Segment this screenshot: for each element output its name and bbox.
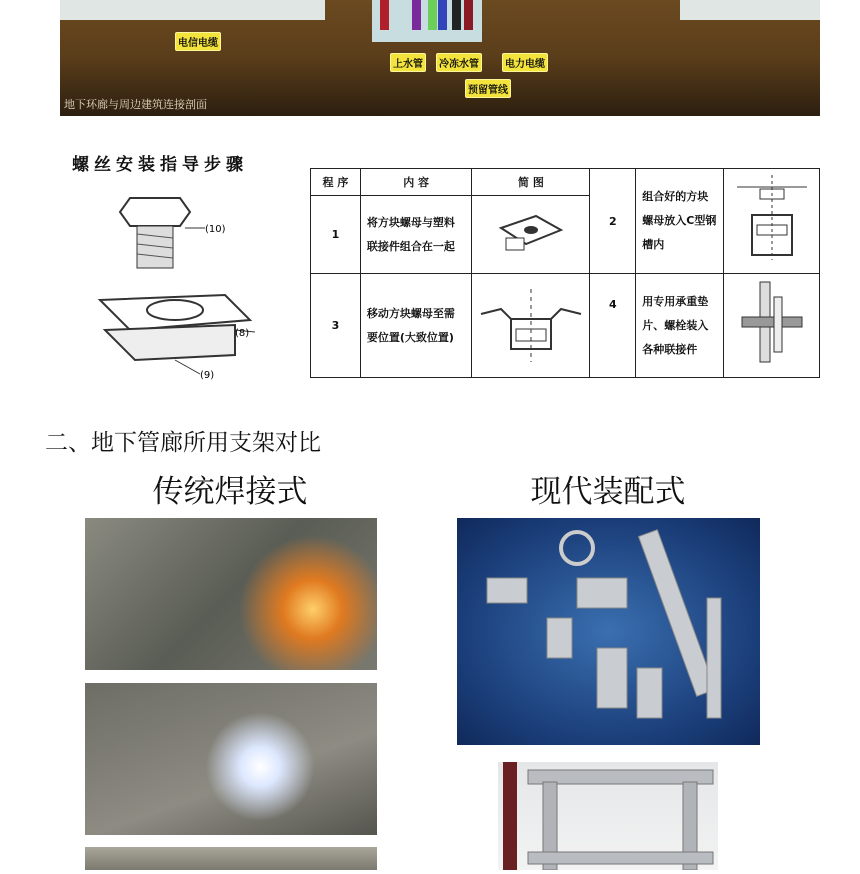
step-text: 组合好的方块 螺母放入C型钢 槽内: [636, 169, 724, 274]
welding-photo-2: [85, 683, 377, 835]
label-chilled-water: 冷冻水管: [436, 53, 482, 72]
label-reserved-pipeline: 预留管线: [465, 79, 511, 98]
step-text: 用专用承重垫 片、螺栓装入 各种联接件: [636, 274, 724, 378]
drawing-label-10: (10): [205, 224, 226, 235]
header-content: 内 容: [360, 169, 472, 196]
label-telecom-cable: 电信电缆: [175, 32, 221, 51]
label-power-cable: 电力电缆: [502, 53, 548, 72]
header-step: 程 序: [311, 169, 361, 196]
assembled-parts-photo: [457, 518, 760, 745]
step-diagram-2: [724, 169, 820, 274]
ground-surface: [680, 0, 820, 20]
step-num: 3: [311, 274, 361, 378]
step-text: 移动方块螺母至需 要位置(大致位置): [360, 274, 472, 378]
label-water-supply: 上水管: [390, 53, 426, 72]
step-diagram-4: [724, 274, 820, 378]
header-diagram: 简 图: [472, 169, 590, 196]
step-diagram-3: [472, 274, 590, 378]
bolt-drawing: [75, 190, 290, 385]
assembled-title: 现代装配式: [530, 474, 686, 510]
assembled-bracket-photo: [498, 762, 718, 870]
step-num: 2: [590, 169, 636, 274]
section-title: 二、地下管廊所用支架对比: [45, 430, 321, 456]
welding-photo-3: [85, 847, 377, 870]
ground-surface: [60, 0, 325, 20]
step-num: 4: [590, 274, 636, 378]
drawing-label-8: (8): [235, 328, 250, 339]
banner-caption: 地下环廊与周边建筑连接剖面: [64, 98, 207, 111]
guide-title: 螺丝安装指导步骤: [72, 155, 248, 175]
step-diagram-1: [472, 196, 590, 274]
install-steps-table: [310, 168, 820, 378]
tunnel-section-image: [60, 0, 820, 116]
welded-title: 传统焊接式: [152, 474, 308, 510]
step-num: 1: [311, 196, 361, 274]
tunnel-pit: [372, 0, 482, 42]
step-text: 将方块螺母与塑料 联接件组合在一起: [360, 196, 472, 274]
drawing-label-9: (9): [200, 370, 215, 381]
welding-photo-1: [85, 518, 377, 670]
